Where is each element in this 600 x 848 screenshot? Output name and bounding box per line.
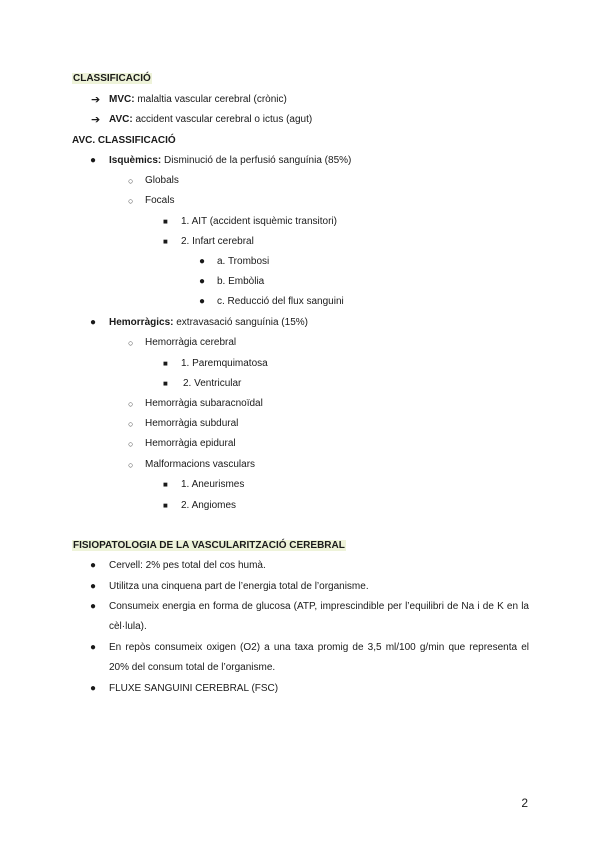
- list-item: b. Embòlia: [217, 276, 265, 287]
- bullet-icon: ●: [90, 155, 97, 166]
- arrow-icon: ➔: [91, 114, 101, 126]
- list-item: Hemorràgia subaracnoïdal: [145, 398, 263, 409]
- page-number: 2: [521, 796, 528, 810]
- list-item: En repòs consumeix oxigen (O2) a una taxa promig de 3,5 ml/100 g/min que representa el 20% del consum total de l’organisme.: [109, 642, 529, 673]
- list-item-hemorragics: Hemorràgics: extravasació sanguínia (15%): [109, 317, 308, 328]
- arrow-icon: ➔: [91, 94, 101, 106]
- bullet-icon: ●: [199, 276, 206, 287]
- bullet-icon: ●: [199, 256, 206, 267]
- bullet-icon: ●: [90, 601, 97, 612]
- circle-bullet-icon: ○: [128, 439, 134, 449]
- circle-bullet-icon: ○: [128, 338, 134, 348]
- list-item: Hemorràgia subdural: [145, 418, 239, 429]
- list-item: Consumeix energia en forma de glucosa (ATP, imprescindible per l’equilibri de Na i de K en la cèl·lula).: [109, 601, 529, 632]
- list-item: a. Trombosi: [217, 256, 270, 267]
- list-item: 1. AIT (accident isquèmic transitori): [181, 216, 337, 227]
- list-item: Globals: [145, 175, 179, 186]
- list-item: 2. Infart cerebral: [181, 236, 254, 247]
- list-item: 2. Ventricular: [183, 378, 242, 389]
- circle-bullet-icon: ○: [128, 399, 134, 409]
- list-item: Malformacions vasculars: [145, 459, 256, 470]
- circle-bullet-icon: ○: [128, 460, 134, 470]
- square-bullet-icon: ■: [163, 217, 168, 226]
- list-item: Cervell: 2% pes total del cos humà.: [109, 560, 266, 571]
- section-heading-classificacio: CLASSIFICACIÓ: [73, 73, 151, 84]
- circle-bullet-icon: ○: [128, 176, 134, 186]
- list-item: MVC: malaltia vascular cerebral (crònic): [109, 94, 287, 105]
- square-bullet-icon: ■: [163, 480, 168, 489]
- circle-bullet-icon: ○: [128, 196, 134, 206]
- bullet-icon: ●: [90, 581, 97, 592]
- square-bullet-icon: ■: [163, 359, 168, 368]
- list-item: Hemorràgia epidural: [145, 438, 236, 449]
- list-item: Hemorràgia cerebral: [145, 337, 237, 348]
- list-item: c. Reducció del flux sanguini: [217, 296, 344, 307]
- square-bullet-icon: ■: [163, 379, 168, 388]
- list-item: 1. Paremquimatosa: [181, 358, 268, 369]
- list-item-isquemics: Isquèmics: Disminució de la perfusió sanguínia (85%): [109, 155, 352, 166]
- list-item: FLUXE SANGUINI CEREBRAL (FSC): [109, 683, 279, 694]
- bullet-icon: ●: [90, 642, 97, 653]
- bullet-icon: ●: [199, 296, 206, 307]
- circle-bullet-icon: ○: [128, 419, 134, 429]
- square-bullet-icon: ■: [163, 501, 168, 510]
- section-heading-avc: AVC. CLASSIFICACIÓ: [72, 135, 176, 146]
- square-bullet-icon: ■: [163, 237, 168, 246]
- list-item: 2. Angiomes: [181, 500, 237, 511]
- bullet-icon: ●: [90, 683, 97, 694]
- list-item: Focals: [145, 195, 175, 206]
- list-item: 1. Aneurismes: [181, 479, 245, 490]
- list-item: AVC: accident vascular cerebral o ictus (agut): [109, 114, 313, 125]
- bullet-icon: ●: [90, 317, 97, 328]
- section-heading-fisiopatologia: FISIOPATOLOGIA DE LA VASCULARITZACIÓ CEREBRAL: [73, 540, 345, 551]
- bullet-icon: ●: [90, 560, 97, 571]
- list-item: Utilitza una cinquena part de l’energia total de l’organisme.: [109, 581, 369, 592]
